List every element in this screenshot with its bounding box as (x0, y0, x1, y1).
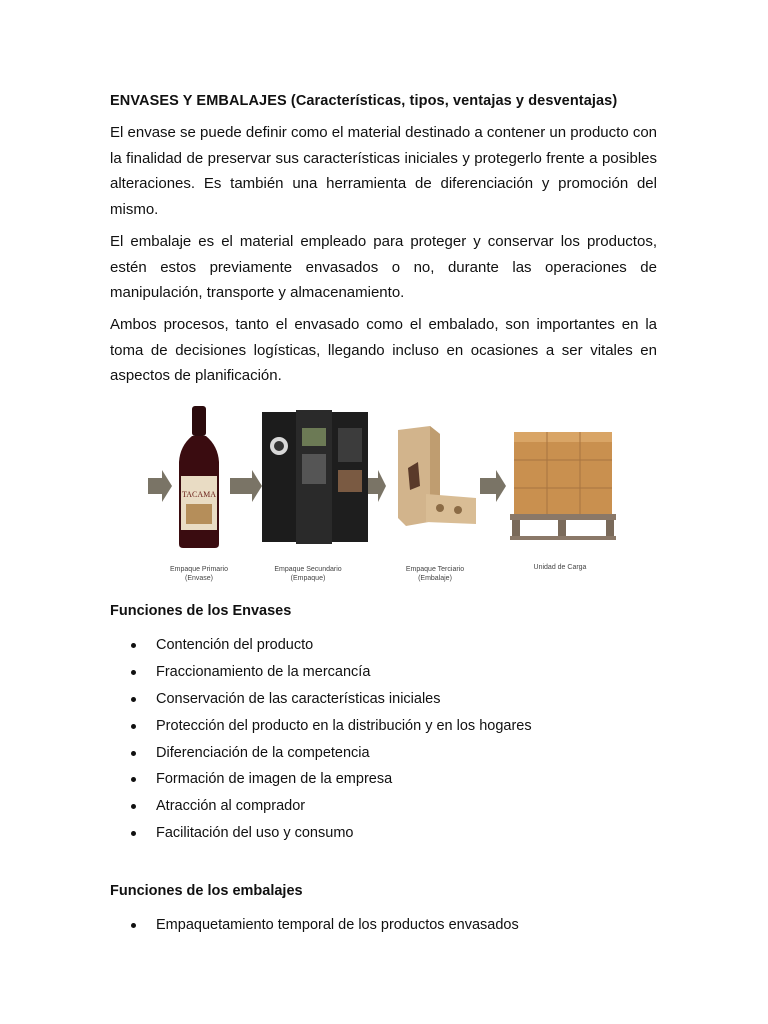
heading-funciones-envases: Funciones de los Envases (110, 603, 292, 619)
list-item: Atracción al comprador (110, 793, 532, 820)
wine-bottle-icon (179, 406, 219, 548)
list-item: Diferenciación de la competencia (110, 740, 532, 767)
list-item: Protección del producto en la distribución y en los hogares (110, 713, 532, 740)
tertiary-carton-icon (398, 426, 476, 526)
caption-primary: Empaque Primario (Envase) (170, 566, 228, 582)
arrow-icon (366, 470, 386, 502)
list-item: Formación de imagen de la empresa (110, 766, 532, 793)
arrow-icon (230, 470, 262, 502)
list-item: Facilitación del uso y consumo (110, 820, 532, 847)
pallet-load-icon (510, 432, 616, 540)
secondary-package-icon (262, 410, 368, 544)
paragraph-logistics: Ambos procesos, tanto el envasado como el embalado, son importantes en la toma de decisiones logísticas, llegando incluso en ocasiones a ser vitales en aspectos de planificación. (110, 316, 657, 384)
list-item: Fraccionamiento de la mercancía (110, 659, 532, 686)
list-funciones-envases (110, 632, 532, 847)
list-funciones-embalajes (110, 912, 519, 939)
paragraph-envase-definition: El envase se puede definir como el material destinado a contener un producto con la finalidad de preservar sus características iniciales y protegerlo frente a posibles alteraciones. Es también una herramienta de diferenciación y promoción del mismo. (110, 124, 658, 218)
caption-unit-load: Unidad de Carga (533, 564, 587, 571)
document-title: ENVASES Y EMBALAJES (Características, tipos, ventajas y desventajas) (110, 93, 618, 109)
bottle-label: TACAMA (181, 490, 217, 499)
list-item: Contención del producto (110, 632, 532, 659)
arrow-icon (148, 470, 172, 502)
list-item: Empaquetamiento temporal de los productos envasados (110, 912, 519, 939)
list-item: Conservación de las características iniciales (110, 686, 532, 713)
paragraph-embalaje-definition: El embalaje es el material empleado para proteger y conservar los productos, estén estos previamente envasados o no, durante las operaciones de manipulación, transporte y almacenamiento. (110, 233, 657, 301)
arrow-icon (480, 470, 506, 502)
caption-secondary: Empaque Secundario (Empaque) (274, 566, 342, 582)
heading-funciones-embalajes: Funciones de los embalajes (110, 883, 303, 899)
caption-tertiary: Empaque Terciario (Embalaje) (405, 566, 465, 582)
packaging-stages-figure (140, 398, 630, 598)
